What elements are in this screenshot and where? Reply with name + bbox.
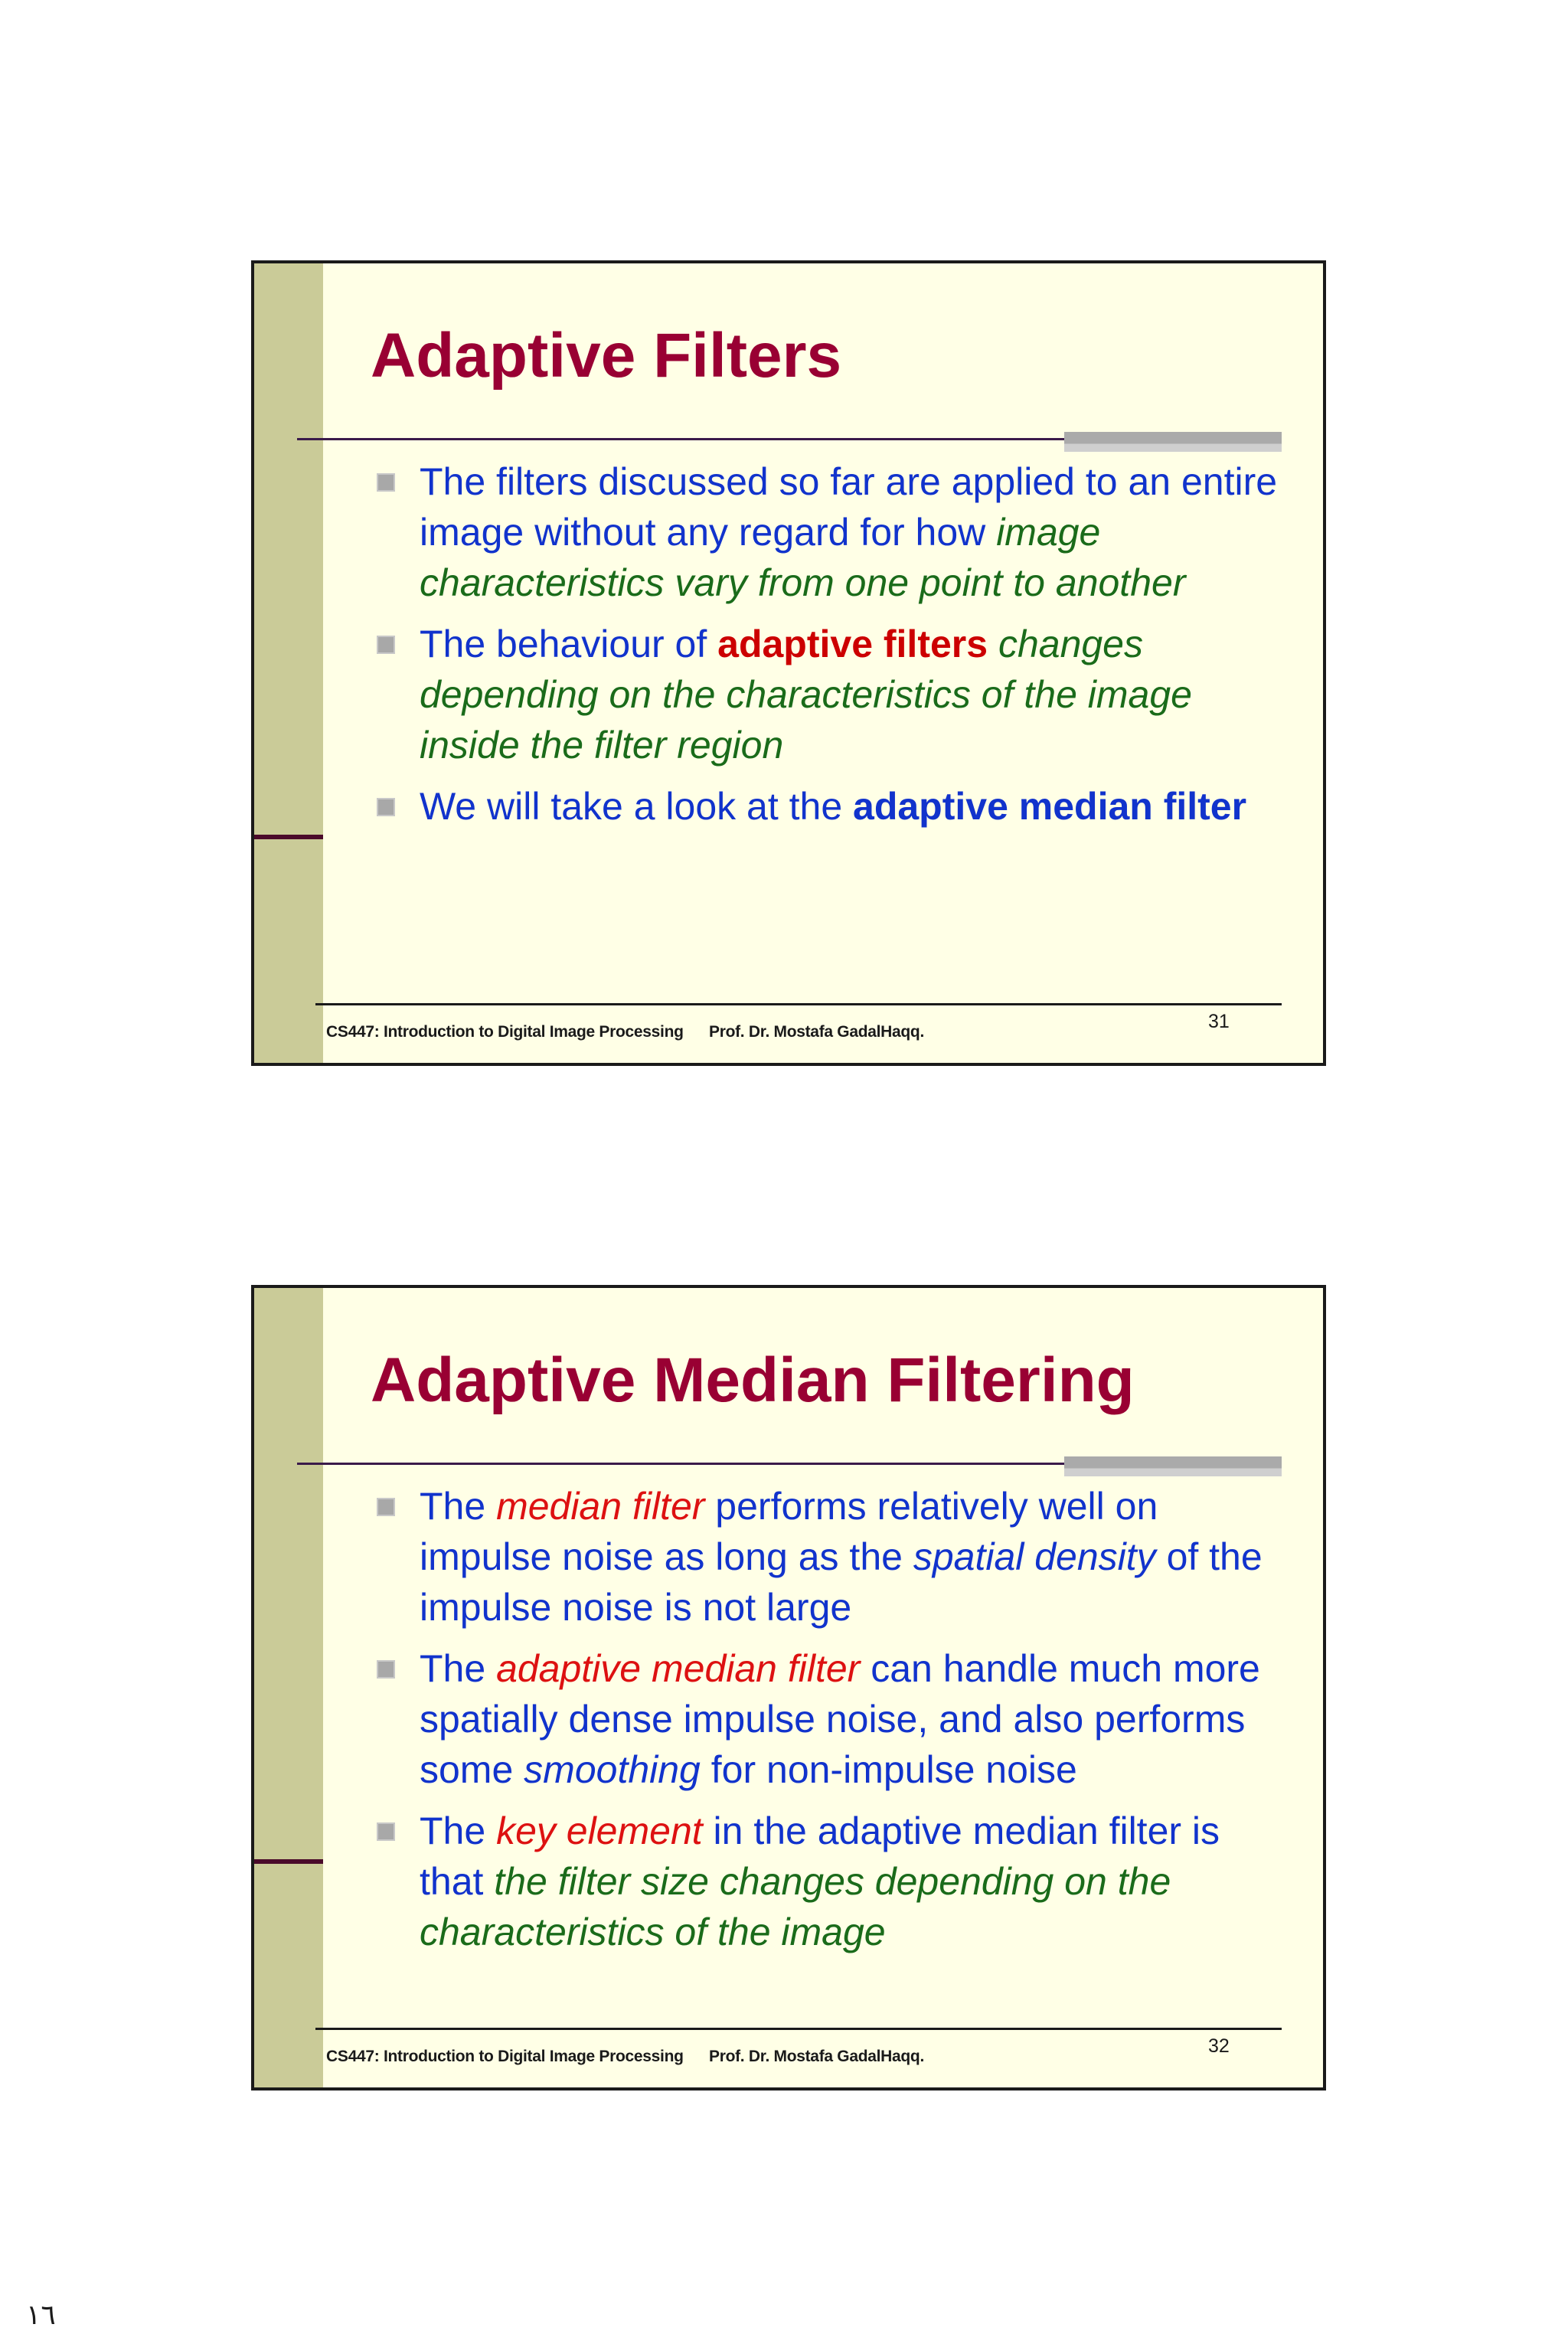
text-run: The behaviour of — [420, 623, 718, 665]
bullet-list — [377, 456, 1288, 842]
bullet-item — [377, 619, 1288, 770]
text-run — [988, 623, 998, 665]
slide-number: 32 — [1208, 2035, 1230, 2057]
emphasis-text: adaptive median filter — [496, 1647, 861, 1690]
text-run: performs relatively well on impulse noise as long as the — [420, 1485, 1158, 1578]
bullet-item — [377, 1643, 1288, 1795]
bullet-item — [377, 1806, 1288, 1957]
footer-rule — [315, 1003, 1282, 1005]
slide-31 — [251, 260, 1326, 1066]
footer-course-name: CS447: Introduction to Digital Image Processing — [326, 1023, 684, 1041]
slide-title: Adaptive Filters — [371, 321, 842, 391]
title-accent-bar — [1064, 432, 1282, 452]
bullet-text — [420, 785, 1246, 828]
bullet-text — [420, 1647, 1260, 1791]
bullet-list — [377, 1481, 1288, 1968]
title-accent-bar — [1064, 1456, 1282, 1476]
text-run: for non-impulse noise — [700, 1748, 1077, 1791]
side-bar-tick — [254, 835, 323, 839]
footer-rule — [315, 2028, 1282, 2030]
bullet-text — [420, 1809, 1220, 1953]
text-run: The — [420, 1809, 497, 1852]
emphasis-text: key element — [496, 1809, 703, 1852]
square-bullet-icon — [377, 1498, 395, 1516]
text-run: The filters discussed so far are applied to an entire image without any regard for how — [420, 460, 1278, 554]
text-run: can handle much more spatially dense impulse noise, and also performs some — [420, 1647, 1260, 1791]
square-bullet-icon — [377, 798, 395, 816]
square-bullet-icon — [377, 1822, 395, 1841]
footer-course-name: CS447: Introduction to Digital Image Processing — [326, 2048, 684, 2065]
bullet-text — [420, 460, 1277, 604]
bullet-item — [377, 456, 1288, 608]
emphasis-text: smoothing — [524, 1748, 701, 1791]
emphasis-text: changes depending on the characteristics of the image inside the filter region — [420, 623, 1192, 767]
emphasis-text: spatial density — [913, 1535, 1156, 1578]
page-number: ١٦ — [26, 2300, 56, 2331]
side-bar — [254, 263, 323, 1063]
emphasis-text: median filter — [496, 1485, 705, 1528]
text-run: in the adaptive median filter is that — [420, 1809, 1220, 1903]
slide-number: 31 — [1208, 1011, 1230, 1032]
side-bar-tick — [254, 1859, 323, 1864]
slide-title: Adaptive Median Filtering — [371, 1345, 1135, 1415]
square-bullet-icon — [377, 636, 395, 654]
square-bullet-icon — [377, 1660, 395, 1679]
emphasis-text: the filter size changes depending on the characteristics of the image — [420, 1860, 1171, 1953]
bullet-item — [377, 781, 1288, 832]
text-run: The — [420, 1485, 497, 1528]
text-run: The — [420, 1647, 497, 1690]
bullet-text — [420, 1485, 1263, 1629]
emphasis-text: image characteristics vary from one point to another — [420, 511, 1186, 604]
text-run: of the impulse noise is not large — [420, 1535, 1263, 1629]
footer-author: Prof. Dr. Mostafa GadalHaqq. — [709, 2048, 924, 2065]
emphasis-text: adaptive median filter — [853, 785, 1247, 828]
bullet-text — [420, 623, 1192, 767]
slide-32 — [251, 1285, 1326, 2090]
bullet-item — [377, 1481, 1288, 1633]
footer-author: Prof. Dr. Mostafa GadalHaqq. — [709, 1023, 924, 1041]
emphasis-text: adaptive filters — [717, 623, 988, 665]
text-run: We will take a look at the — [420, 785, 854, 828]
side-bar — [254, 1288, 323, 2087]
square-bullet-icon — [377, 473, 395, 492]
